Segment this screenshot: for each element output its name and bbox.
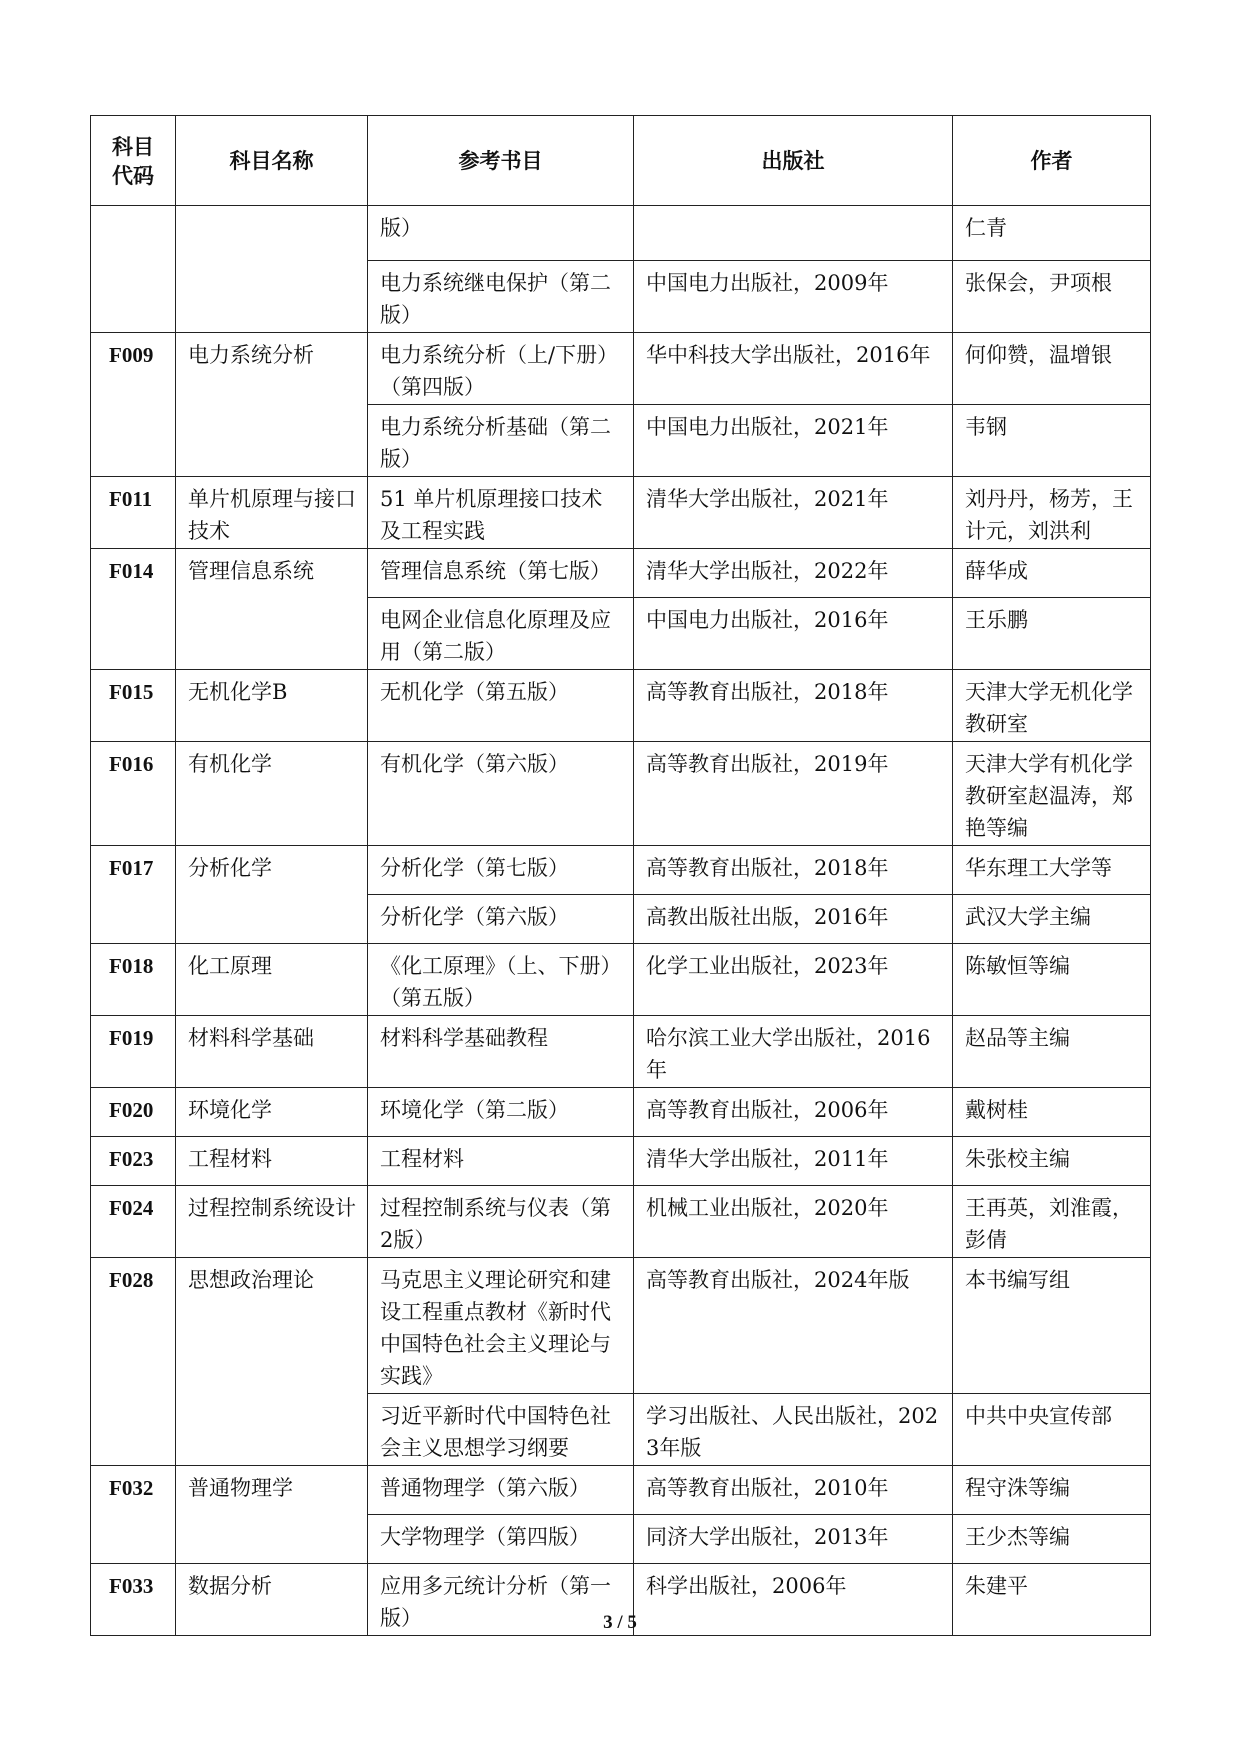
reference-book-cell: 电网企业信息化原理及应用（第二版） <box>368 598 634 670</box>
table-row <box>91 333 1151 405</box>
table-row <box>91 206 1151 261</box>
subject-code-cell: F020 <box>91 1088 176 1137</box>
header-reference-book: 参考书目 <box>368 116 634 206</box>
reference-book-table <box>90 115 1151 1636</box>
publisher-cell: 高等教育出版社，2010年 <box>634 1466 953 1515</box>
reference-book-cell: 管理信息系统（第七版） <box>368 549 634 598</box>
reference-book-cell: 电力系统分析（上/下册）（第四版） <box>368 333 634 405</box>
subject-name-cell: 过程控制系统设计 <box>176 1186 368 1258</box>
author-cell: 天津大学无机化学教研室 <box>953 670 1151 742</box>
header-subject-code: 科目 代码 <box>91 116 176 206</box>
subject-name-cell: 管理信息系统 <box>176 549 368 670</box>
author-cell: 朱建平 <box>953 1564 1151 1636</box>
subject-code-cell: F018 <box>91 944 176 1016</box>
reference-book-cell: 马克思主义理论研究和建设工程重点教材《新时代中国特色社会主义理论与实践》 <box>368 1258 634 1394</box>
subject-name-cell: 化工原理 <box>176 944 368 1016</box>
publisher-cell: 中国电力出版社，2021年 <box>634 405 953 477</box>
table-row <box>91 1258 1151 1394</box>
subject-name-cell: 分析化学 <box>176 846 368 944</box>
author-cell: 薛华成 <box>953 549 1151 598</box>
subject-name-cell: 环境化学 <box>176 1088 368 1137</box>
author-cell: 王再英，刘淮霞，彭倩 <box>953 1186 1151 1258</box>
subject-name-cell: 有机化学 <box>176 742 368 846</box>
author-cell: 武汉大学主编 <box>953 895 1151 944</box>
publisher-cell: 科学出版社，2006年 <box>634 1564 953 1636</box>
author-cell: 仁青 <box>953 206 1151 261</box>
author-cell: 赵品等主编 <box>953 1016 1151 1088</box>
table-row <box>91 477 1151 549</box>
author-cell: 王乐鹏 <box>953 598 1151 670</box>
subject-name-cell <box>176 206 368 333</box>
reference-book-cell: 电力系统继电保护（第二版） <box>368 261 634 333</box>
header-author: 作者 <box>953 116 1151 206</box>
table-header-row <box>91 116 1151 206</box>
subject-code-cell: F016 <box>91 742 176 846</box>
author-cell: 刘丹丹，杨芳，王计元，刘洪利 <box>953 477 1151 549</box>
author-cell: 朱张校主编 <box>953 1137 1151 1186</box>
publisher-cell: 机械工业出版社，2020年 <box>634 1186 953 1258</box>
publisher-cell: 中国电力出版社，2016年 <box>634 598 953 670</box>
subject-code-cell: F011 <box>91 477 176 549</box>
subject-code-cell: F017 <box>91 846 176 944</box>
author-cell: 本书编写组 <box>953 1258 1151 1394</box>
publisher-cell: 化学工业出版社，2023年 <box>634 944 953 1016</box>
subject-name-cell: 单片机原理与接口技术 <box>176 477 368 549</box>
author-cell: 华东理工大学等 <box>953 846 1151 895</box>
author-cell: 王少杰等编 <box>953 1515 1151 1564</box>
reference-book-cell: 大学物理学（第四版） <box>368 1515 634 1564</box>
subject-name-cell: 材料科学基础 <box>176 1016 368 1088</box>
subject-name-cell: 工程材料 <box>176 1137 368 1186</box>
subject-code-cell: F015 <box>91 670 176 742</box>
table-row <box>91 846 1151 895</box>
reference-book-cell: 51 单片机原理接口技术及工程实践 <box>368 477 634 549</box>
author-cell: 戴树桂 <box>953 1088 1151 1137</box>
subject-code-cell: F014 <box>91 549 176 670</box>
header-publisher: 出版社 <box>634 116 953 206</box>
page-number: 3 / 5 <box>603 1612 637 1633</box>
subject-code-cell: F009 <box>91 333 176 477</box>
publisher-cell: 高等教育出版社，2018年 <box>634 846 953 895</box>
subject-code-cell: F024 <box>91 1186 176 1258</box>
publisher-cell: 华中科技大学出版社，2016年 <box>634 333 953 405</box>
reference-book-cell: 普通物理学（第六版） <box>368 1466 634 1515</box>
subject-code-cell: F019 <box>91 1016 176 1088</box>
table-row <box>91 944 1151 1016</box>
subject-code-cell: F023 <box>91 1137 176 1186</box>
reference-book-cell: 分析化学（第六版） <box>368 895 634 944</box>
author-cell: 程守洙等编 <box>953 1466 1151 1515</box>
publisher-cell: 学习出版社、人民出版社，2023年版 <box>634 1394 953 1466</box>
table-row <box>91 1088 1151 1137</box>
publisher-cell: 中国电力出版社，2009年 <box>634 261 953 333</box>
table-row <box>91 1466 1151 1515</box>
publisher-cell: 高等教育出版社，2019年 <box>634 742 953 846</box>
publisher-cell: 高教出版社出版，2016年 <box>634 895 953 944</box>
publisher-cell: 同济大学出版社，2013年 <box>634 1515 953 1564</box>
reference-book-cell: 过程控制系统与仪表（第2版） <box>368 1186 634 1258</box>
subject-name-cell: 数据分析 <box>176 1564 368 1636</box>
table-row <box>91 1137 1151 1186</box>
subject-name-cell: 思想政治理论 <box>176 1258 368 1466</box>
reference-book-cell: 版） <box>368 206 634 261</box>
publisher-cell: 高等教育出版社，2024年版 <box>634 1258 953 1394</box>
subject-name-cell: 无机化学B <box>176 670 368 742</box>
table-row <box>91 742 1151 846</box>
publisher-cell: 清华大学出版社，2022年 <box>634 549 953 598</box>
reference-book-cell: 习近平新时代中国特色社会主义思想学习纲要 <box>368 1394 634 1466</box>
publisher-cell: 清华大学出版社，2021年 <box>634 477 953 549</box>
reference-book-cell: 工程材料 <box>368 1137 634 1186</box>
subject-code-cell: F028 <box>91 1258 176 1466</box>
reference-book-cell: 分析化学（第七版） <box>368 846 634 895</box>
publisher-cell: 高等教育出版社，2006年 <box>634 1088 953 1137</box>
table-row <box>91 549 1151 598</box>
reference-book-cell: 《化工原理》（上、下册）（第五版） <box>368 944 634 1016</box>
subject-name-cell: 普通物理学 <box>176 1466 368 1564</box>
publisher-cell <box>634 206 953 261</box>
reference-book-cell: 有机化学（第六版） <box>368 742 634 846</box>
author-cell: 中共中央宣传部 <box>953 1394 1151 1466</box>
reference-book-cell: 应用多元统计分析（第一版） <box>368 1564 634 1636</box>
reference-book-cell: 环境化学（第二版） <box>368 1088 634 1137</box>
author-cell: 何仰赞，温增银 <box>953 333 1151 405</box>
header-subject-name: 科目名称 <box>176 116 368 206</box>
subject-name-cell: 电力系统分析 <box>176 333 368 477</box>
subject-code-cell <box>91 206 176 333</box>
subject-code-cell: F032 <box>91 1466 176 1564</box>
author-cell: 陈敏恒等编 <box>953 944 1151 1016</box>
author-cell: 张保会，尹项根 <box>953 261 1151 333</box>
publisher-cell: 高等教育出版社，2018年 <box>634 670 953 742</box>
subject-code-cell: F033 <box>91 1564 176 1636</box>
publisher-cell: 清华大学出版社，2011年 <box>634 1137 953 1186</box>
reference-book-cell: 电力系统分析基础（第二版） <box>368 405 634 477</box>
table-row <box>91 670 1151 742</box>
author-cell: 天津大学有机化学教研室赵温涛，郑艳等编 <box>953 742 1151 846</box>
author-cell: 韦钢 <box>953 405 1151 477</box>
publisher-cell: 哈尔滨工业大学出版社，2016年 <box>634 1016 953 1088</box>
table-row <box>91 1186 1151 1258</box>
table-row <box>91 1016 1151 1088</box>
reference-book-cell: 材料科学基础教程 <box>368 1016 634 1088</box>
reference-book-cell: 无机化学（第五版） <box>368 670 634 742</box>
